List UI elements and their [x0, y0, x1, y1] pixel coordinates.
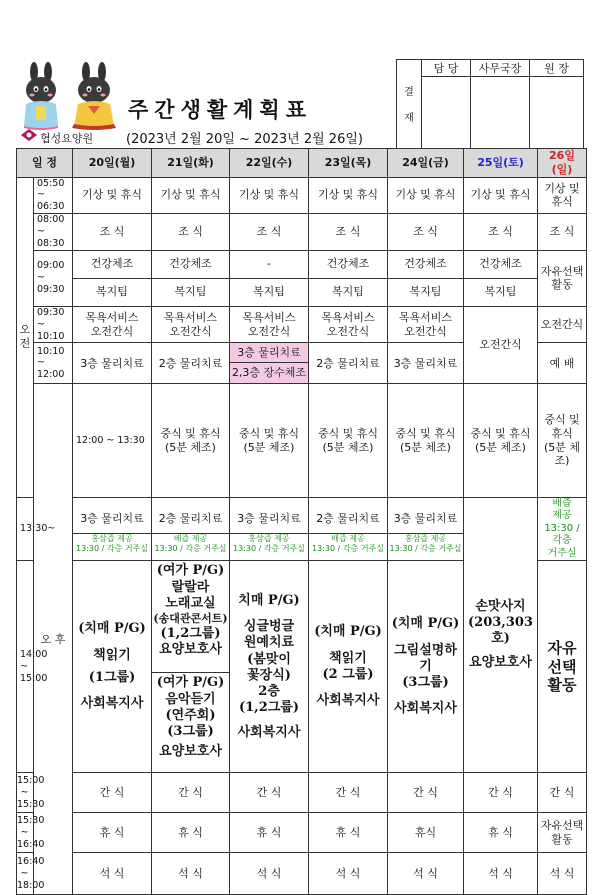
time-1500-c: 15:30 [17, 798, 45, 810]
physio-thu: 2층 물리치료 [309, 343, 388, 384]
sun-free-activity: 자유선택활동 [538, 250, 587, 306]
rest-sat: 휴 식 [464, 813, 538, 853]
pt2-label: 3층 물리치료 [388, 505, 463, 534]
dinner-sun: 석 식 [538, 853, 587, 895]
snack-fri: 간 식 [388, 773, 464, 813]
dinner-tue: 석 식 [152, 853, 230, 895]
act-wed-5: 꽃장식) [247, 667, 291, 683]
act-mon-3: (1그룹) [88, 669, 136, 685]
breakfast-tue: 조 식 [152, 214, 230, 251]
time-1500-a: 15:00 [17, 775, 45, 787]
role-in-charge: 담 당 [422, 60, 471, 77]
act-sun-2: 선택 [547, 657, 577, 676]
lunch-sat [538, 384, 587, 498]
section-pm: 오 후 [34, 384, 73, 895]
role-head: 원 장 [530, 60, 584, 77]
juice-time: 13:30 / 각층 거주실 [75, 543, 149, 553]
time-0930: 09:30 ~ 10:10 [34, 306, 73, 343]
lunch-thu [388, 384, 464, 498]
juice-note [73, 534, 151, 554]
exercise-sat: 건강체조 [464, 250, 538, 278]
welfare-wed: 복지팀 [230, 278, 309, 306]
activity-sat [464, 497, 538, 773]
lunch-label: 중식 및 휴식 [238, 426, 300, 440]
role-director: 사무국장 [471, 60, 530, 77]
day-thu: 23일(목) [309, 149, 388, 178]
time-1400: 14:00 ~ 15:00 [17, 561, 34, 773]
sign-director [471, 77, 530, 153]
pear-note: 배즙 제공 [331, 533, 365, 543]
activity-mon [73, 561, 152, 773]
rest-mon: 휴 식 [73, 813, 152, 853]
lunch-label: 중식 및 휴식 [160, 426, 221, 440]
sign-head [530, 77, 584, 153]
lunch-label: 중식 및 휴식 [395, 426, 456, 440]
day-sun: 26일(일) [538, 149, 587, 178]
breakfast-mon: 조 식 [73, 214, 152, 251]
physio-mon: 3층 물리치료 [73, 343, 152, 384]
act-fri-4: 사회복지사 [394, 701, 457, 717]
lunch-label: 중식 및 휴식 [544, 413, 580, 440]
act-tue-t6: 요양보호사 [159, 642, 222, 658]
physio-tue: 2층 물리치료 [152, 343, 230, 384]
welfare-sat: 복지팀 [464, 278, 538, 306]
pt2-wed [230, 497, 309, 561]
time-0800: 08:00 ~ 08:30 [34, 214, 73, 251]
dinner-fri: 석 식 [388, 853, 464, 895]
act-wed-2: 싱글벙글 [243, 619, 295, 635]
welfare-fri: 복지팀 [388, 278, 464, 306]
time-1500-b: ~ [20, 786, 29, 798]
bath-wed [230, 306, 309, 343]
activity-tue-top [152, 561, 229, 673]
act-tue-t2: 랄랄라 [171, 579, 210, 595]
act-sat-1: 손맛사지 [475, 598, 526, 614]
act-fri-2: 그림설명하기 [394, 642, 457, 674]
juice-time: 13:30 / 각층 거주실 [232, 543, 306, 553]
rest-fri: 휴식 [388, 813, 464, 853]
bath-label: 목욕서비스 [85, 310, 139, 324]
juice-time: 13:30 / 각층 거주실 [154, 543, 227, 553]
act-tue-t3: 노래교실 [165, 595, 216, 611]
act-tue-b3: (연주회) [165, 707, 216, 723]
wake-sat: 기상 및 휴식 [464, 177, 538, 214]
pt2-label: 2층 물리치료 [309, 505, 387, 534]
exercise-thu: 건강체조 [309, 250, 388, 278]
sun-pear-1: 배즙 [552, 497, 572, 509]
lunch-note: (5분 체조) [165, 440, 216, 454]
bath-label: 목욕서비스 [163, 310, 218, 324]
dinner-mon: 석 식 [73, 853, 152, 895]
snack-tue: 간 식 [152, 773, 230, 813]
exercise-wed: - [230, 250, 309, 278]
activity-tue-bottom [152, 673, 229, 772]
act-wed-4: (봄맞이 [247, 651, 291, 667]
bath-mon [73, 306, 152, 343]
lunch-note: (5분 체조) [475, 440, 526, 454]
worship-sun: 예 배 [538, 343, 587, 384]
act-wed-7: (1,2그룹) [238, 700, 300, 716]
welfare-tue: 복지팀 [152, 278, 230, 306]
sign-in-charge [422, 77, 471, 153]
snack-thu: 간 식 [309, 773, 388, 813]
approval-label [397, 60, 422, 153]
am-snack-sun: 오전간식 [538, 306, 587, 343]
act-wed-8: 사회복지사 [237, 724, 301, 740]
snack-mon: 간 식 [73, 773, 152, 813]
dinner-sat: 석 식 [464, 853, 538, 895]
time-1530 [17, 813, 45, 853]
snack-sun: 간 식 [538, 773, 587, 813]
am-snack-label: 오전간식 [169, 324, 212, 338]
lunch-mon [152, 384, 230, 498]
physio-wed [230, 343, 309, 384]
juice-time: 13:30 / 각층 거주실 [389, 543, 462, 553]
lunch-fri [464, 384, 538, 498]
breakfast-wed: 조 식 [230, 214, 309, 251]
act-thu-3: (2 그룹) [322, 666, 374, 682]
bath-fri [388, 306, 464, 343]
am-snack-label: 오전간식 [247, 324, 291, 338]
pt2-label: 3층 물리치료 [230, 505, 308, 534]
sun-pear-3: 13:30 / [544, 522, 580, 534]
time-0900: 09:00 ~ 09:30 [34, 250, 73, 306]
am-snack-label: 오전간식 [404, 324, 447, 338]
time-1200: 12:00 ~ 13:30 [73, 384, 152, 498]
act-mon-4: 사회복지사 [80, 696, 144, 712]
time-1640-c: 18:00 [17, 879, 45, 891]
time-1530-b: ~ [20, 826, 29, 838]
longevity-exercise: 2,3층 장수체조 [230, 363, 308, 383]
act-mon-2: 책읽기 [93, 647, 131, 663]
act-wed-1: 치매 P/G) [238, 592, 300, 608]
act-tue-t1: (여가 P/G) [156, 563, 225, 579]
lunch-tue [230, 384, 309, 498]
wake-thu: 기상 및 휴식 [309, 177, 388, 214]
juice-note [388, 534, 463, 554]
act-tue-b5: 요양보호사 [159, 744, 222, 760]
act-thu-1: (치매 P/G) [314, 624, 382, 640]
wake-tue: 기상 및 휴식 [152, 177, 230, 214]
act-sun-3: 활동 [547, 676, 577, 695]
breakfast-sun: 조 식 [538, 214, 587, 251]
bath-tue [152, 306, 230, 343]
act-tue-b1: (여가 P/G) [156, 675, 225, 691]
act-tue-t4: (송대관콘서트) [153, 612, 228, 626]
exercise-mon: 건강체조 [73, 250, 152, 278]
activity-thu [309, 561, 388, 773]
snack-wed: 간 식 [230, 773, 309, 813]
juice-note [309, 534, 387, 554]
act-tue-b4: (3그룹) [167, 724, 214, 740]
lunch-wed [309, 384, 388, 498]
org-logo-icon [20, 128, 38, 142]
pt2-thu [309, 497, 388, 561]
act-tue-b2: 음악듣기 [165, 691, 216, 707]
breakfast-thu: 조 식 [309, 214, 388, 251]
pt2-label: 3층 물리치료 [73, 505, 151, 534]
ginseng-note: 홍삼즙 제공 [404, 533, 447, 543]
time-1010: 10:10 ~ 12:00 [34, 343, 73, 384]
sun-rest-1: 자유선택 [540, 819, 584, 833]
time-1640 [17, 853, 45, 895]
lunch-note: (5분 체조) [322, 440, 374, 454]
day-wed: 22일(수) [230, 149, 309, 178]
lunch-label: 중식 및 휴식 [470, 426, 531, 440]
dinner-thu: 석 식 [309, 853, 388, 895]
exercise-fri: 건강체조 [388, 250, 464, 278]
time-0550: 05:50 ~ 06:30 [34, 177, 73, 214]
wake-fri: 기상 및 휴식 [388, 177, 464, 214]
approval-label-2: 재 [404, 113, 414, 124]
juice-time: 13:30 / 각층 거주실 [311, 543, 385, 553]
wake-mon: 기상 및 휴식 [73, 177, 152, 214]
act-sun-1: 자유 [547, 638, 577, 657]
activity-tue [152, 561, 230, 773]
header-row [17, 149, 587, 178]
day-mon: 20일(월) [73, 149, 152, 178]
org-name: 협성요양원 [40, 132, 94, 145]
exercise-tue: 건강체조 [152, 250, 230, 278]
section-am: 오 전 [17, 177, 34, 497]
dinner-wed: 석 식 [230, 853, 309, 895]
act-thu-2: 책읽기 [329, 650, 367, 666]
pt2-label: 2층 물리치료 [152, 505, 229, 534]
time-1500 [17, 773, 45, 813]
physio-wed-top: 3층 물리치료 [230, 343, 308, 363]
approval-label-1: 결 [404, 87, 414, 98]
act-fri-1: (치매 P/G) [391, 616, 460, 632]
act-mon-1: (치매 P/G) [78, 621, 146, 637]
am-snack-label: 오전간식 [326, 324, 370, 338]
time-1530-a: 15:30 [17, 815, 45, 827]
wake-sun: 기상 및 휴식 [538, 177, 587, 214]
sun-pear-2: 제공 [552, 510, 572, 522]
sun-pear-4: 각층 [552, 535, 572, 547]
sun-pear-juice [538, 497, 587, 561]
day-fri: 24일(금) [388, 149, 464, 178]
sun-pear-5: 거주실 [547, 547, 577, 559]
am-snack-sat: 오전간식 [464, 306, 538, 384]
page-title: 주간생활계획표 [128, 98, 313, 122]
bath-label: 목욕서비스 [242, 310, 296, 324]
activity-wed [230, 561, 309, 773]
rest-wed: 휴 식 [230, 813, 309, 853]
time-1330: 13:30~ [17, 497, 34, 561]
time-1530-c: 16:40 [17, 838, 45, 850]
activity-sun [538, 561, 587, 773]
ginseng-note: 홍삼즙 제공 [91, 533, 133, 543]
act-wed-6: 2층 [258, 684, 280, 700]
breakfast-fri: 조 식 [388, 214, 464, 251]
bath-thu [309, 306, 388, 343]
act-sat-2: (203,303호) [468, 614, 533, 647]
time-1640-b: ~ [20, 867, 29, 879]
approval-box [396, 59, 584, 153]
schedule-period: (2023년 2월 20일 ~ 2023년 2월 26일) [126, 132, 363, 147]
physio-fri: 3층 물리치료 [388, 343, 464, 384]
welfare-mon: 복지팀 [73, 278, 152, 306]
welfare-thu: 복지팀 [309, 278, 388, 306]
breakfast-sat: 조 식 [464, 214, 538, 251]
act-thu-4: 사회복지사 [316, 693, 380, 709]
bath-label: 목욕서비스 [321, 310, 375, 324]
rest-sun [538, 813, 587, 853]
act-wed-3: 원예치료 [243, 635, 295, 651]
sun-rest-2: 활동 [551, 832, 573, 846]
juice-note [230, 534, 308, 554]
bath-label: 목욕서비스 [398, 310, 453, 324]
pt2-fri [388, 497, 464, 561]
lunch-note: (5분 체조) [400, 440, 451, 454]
lunch-note: (5분 체조) [243, 440, 295, 454]
lunch-note: (5분 체조) [543, 440, 581, 468]
activity-fri [388, 561, 464, 773]
act-fri-3: (3그룹) [402, 675, 449, 690]
day-tue: 21일(화) [152, 149, 230, 178]
rest-thu: 휴 식 [309, 813, 388, 853]
day-sat: 25일(토) [464, 149, 538, 178]
rabbit-mascot-illustration [18, 62, 123, 130]
juice-note [152, 534, 229, 554]
lunch-label: 중식 및 휴식 [317, 426, 379, 440]
snack-sat: 간 식 [464, 773, 538, 813]
am-snack-label: 오전간식 [90, 324, 134, 338]
col-header-schedule: 일 정 [17, 149, 73, 178]
time-1640-a: 16:40 [17, 856, 45, 868]
act-sat-3: 요양보호사 [469, 655, 532, 671]
ginseng-note: 홍삼즙 제공 [248, 533, 290, 543]
wake-wed: 기상 및 휴식 [230, 177, 309, 214]
pt2-tue [152, 497, 230, 561]
rest-tue: 휴 식 [152, 813, 230, 853]
pear-note: 배즙 제공 [173, 533, 208, 543]
act-tue-t5: (1,2그룹) [160, 625, 221, 641]
pt2-mon [73, 497, 152, 561]
weekly-schedule-table [16, 148, 587, 895]
